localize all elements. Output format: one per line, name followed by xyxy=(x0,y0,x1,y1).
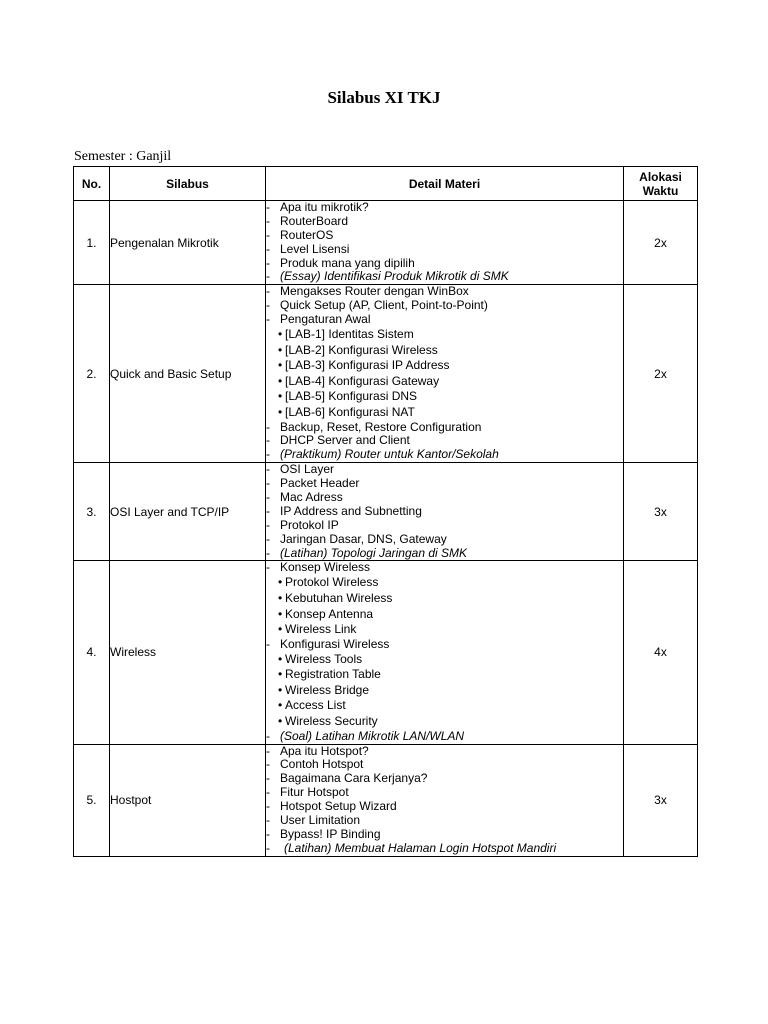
detail-item xyxy=(266,814,623,828)
detail-item-text: Protokol IP xyxy=(280,517,339,532)
semester-label: Semester : Ganjil xyxy=(74,149,172,164)
detail-item-text: Bagaimana Cara Kerjanya? xyxy=(280,771,428,786)
detail-item-text: Produk mana yang dipilih xyxy=(280,255,415,270)
detail-subitem-text: [LAB-6] Konfigurasi NAT xyxy=(285,404,415,419)
detail-subitem-text: [LAB-1] Identitas Sistem xyxy=(285,327,414,342)
detail-item xyxy=(266,215,623,229)
row-alokasi-waktu: 4x xyxy=(624,561,698,744)
detail-item xyxy=(266,229,623,243)
detail-subitem xyxy=(266,343,623,359)
detail-item xyxy=(266,842,623,856)
dash-marker: - xyxy=(266,785,270,800)
dash-marker: - xyxy=(266,771,270,786)
row-number: 3. xyxy=(74,463,110,561)
dash-marker: - xyxy=(266,757,270,772)
detail-item-text: Konfigurasi Wireless xyxy=(280,636,390,651)
detail-item xyxy=(266,758,623,772)
detail-item-text: Fitur Hotspot xyxy=(280,785,349,800)
bullet-icon: • xyxy=(278,358,283,373)
detail-item-text: RouterBoard xyxy=(280,213,349,228)
bullet-icon: • xyxy=(278,373,283,388)
detail-item xyxy=(266,243,623,257)
detail-item xyxy=(266,533,623,547)
detail-item-text: (Essay) Identifikasi Produk Mikrotik di SMK xyxy=(280,269,509,284)
dash-marker: - xyxy=(266,531,270,546)
detail-item xyxy=(266,561,623,575)
row-alokasi-waktu: 2x xyxy=(624,201,698,285)
detail-item-text: Pengaturan Awal xyxy=(280,312,371,327)
row-detail-materi xyxy=(266,285,624,463)
bullet-icon: • xyxy=(278,590,283,605)
row-number: 4. xyxy=(74,561,110,744)
dash-marker: - xyxy=(266,728,270,743)
bullet-icon: • xyxy=(278,389,283,404)
detail-subitem-text: Konsep Antenna xyxy=(285,606,374,621)
detail-item-text: RouterOS xyxy=(280,227,334,242)
row-silabus: OSI Layer and TCP/IP xyxy=(110,463,266,561)
table-row xyxy=(74,744,698,856)
dash-marker: - xyxy=(266,799,270,814)
bullet-icon: • xyxy=(278,575,283,590)
detail-item-text: Contoh Hotspot xyxy=(280,757,364,772)
dash-marker: - xyxy=(266,312,270,327)
detail-subitem-text: [LAB-4] Konfigurasi Gateway xyxy=(285,373,440,388)
detail-subitem xyxy=(266,591,623,607)
detail-subitem-text: [LAB-2] Konfigurasi Wireless xyxy=(285,342,438,357)
detail-item-text: User Limitation xyxy=(280,812,361,827)
detail-subitem-text: Wireless Link xyxy=(285,622,357,637)
detail-item xyxy=(266,477,623,491)
detail-item-text: Mengakses Router dengan WinBox xyxy=(280,284,469,299)
dash-marker: - xyxy=(266,227,270,242)
detail-item-text: Hotspot Setup Wizard xyxy=(280,799,397,814)
row-detail-materi xyxy=(266,561,624,744)
table-row xyxy=(74,463,698,561)
detail-item xyxy=(266,772,623,786)
detail-item xyxy=(266,745,623,759)
row-detail-materi xyxy=(266,463,624,561)
dash-marker: - xyxy=(266,636,270,651)
detail-item xyxy=(266,448,623,462)
dash-marker: - xyxy=(266,812,270,827)
detail-subitem xyxy=(266,622,623,638)
syllabus-table xyxy=(73,166,698,857)
detail-item-text: IP Address and Subnetting xyxy=(280,503,422,518)
dash-marker: - xyxy=(266,840,270,855)
dash-marker: - xyxy=(266,447,270,462)
detail-item-text: Backup, Reset, Restore Configuration xyxy=(280,419,482,434)
detail-item-text: DHCP Server and Client xyxy=(280,433,410,448)
detail-subitem-text: [LAB-3] Konfigurasi IP Address xyxy=(285,358,450,373)
detail-item-text: (Soal) Latihan Mikrotik LAN/WLAN xyxy=(280,728,465,743)
table-row xyxy=(74,561,698,744)
dash-marker: - xyxy=(266,826,270,841)
detail-item xyxy=(266,505,623,519)
row-alokasi-waktu: 3x xyxy=(624,744,698,856)
detail-subitem-text: Wireless Tools xyxy=(285,651,363,666)
detail-subitem-text: Kebutuhan Wireless xyxy=(285,590,393,605)
detail-item xyxy=(266,519,623,533)
detail-item-text: Level Lisensi xyxy=(280,241,350,256)
detail-item-text: OSI Layer xyxy=(280,462,335,477)
table-row xyxy=(74,285,698,463)
dash-marker: - xyxy=(266,433,270,448)
detail-item-text: Packet Header xyxy=(280,476,360,491)
row-silabus: Hostpot xyxy=(110,744,266,856)
dash-marker: - xyxy=(266,213,270,228)
detail-item xyxy=(266,313,623,327)
detail-subitem xyxy=(266,358,623,374)
bullet-icon: • xyxy=(278,698,283,713)
header-silabus: Silabus xyxy=(110,167,266,201)
detail-item xyxy=(266,421,623,435)
dash-marker: - xyxy=(266,284,270,299)
bullet-icon: • xyxy=(278,622,283,637)
dash-marker: - xyxy=(266,545,270,560)
detail-subitem-text: Registration Table xyxy=(285,667,381,682)
bullet-icon: • xyxy=(278,651,283,666)
dash-marker: - xyxy=(266,241,270,256)
header-alokasi-line1: Alokasi xyxy=(639,169,682,184)
detail-item xyxy=(266,638,623,652)
detail-subitem xyxy=(266,714,623,730)
detail-item-text: Apa itu Hotspot? xyxy=(280,743,369,758)
header-alokasi-line2: Waktu xyxy=(642,183,679,198)
dash-marker: - xyxy=(266,462,270,477)
detail-subitem xyxy=(266,405,623,421)
detail-item-text: Jaringan Dasar, DNS, Gateway xyxy=(280,531,447,546)
row-number: 1. xyxy=(74,201,110,285)
detail-item xyxy=(266,730,623,744)
detail-subitem xyxy=(266,327,623,343)
detail-item-text: Konsep Wireless xyxy=(280,560,371,575)
row-alokasi-waktu: 3x xyxy=(624,463,698,561)
dash-marker: - xyxy=(266,255,270,270)
detail-subitem-text: Access List xyxy=(285,698,346,713)
detail-item xyxy=(266,547,623,561)
document-title: Silabus XI TKJ xyxy=(327,88,441,107)
header-detail-materi: Detail Materi xyxy=(266,167,624,201)
detail-item xyxy=(266,800,623,814)
detail-subitem-text: Wireless Security xyxy=(285,714,378,729)
bullet-icon: • xyxy=(278,404,283,419)
detail-subitem xyxy=(266,389,623,405)
row-detail-materi xyxy=(266,744,624,856)
detail-subitem xyxy=(266,575,623,591)
detail-item xyxy=(266,257,623,271)
dash-marker: - xyxy=(266,476,270,491)
bullet-icon: • xyxy=(278,682,283,697)
dash-marker: - xyxy=(266,269,270,284)
table-body xyxy=(74,201,698,857)
dash-marker: - xyxy=(266,560,270,575)
bullet-icon: • xyxy=(278,714,283,729)
row-alokasi-waktu: 2x xyxy=(624,285,698,463)
detail-item xyxy=(266,201,623,215)
detail-item-text: Apa itu mikrotik? xyxy=(280,200,369,214)
row-number: 2. xyxy=(74,285,110,463)
detail-item-text: (Latihan) Topologi Jaringan di SMK xyxy=(280,545,468,560)
dash-marker: - xyxy=(266,200,270,214)
detail-item-text: (Praktikum) Router untuk Kantor/Sekolah xyxy=(280,447,499,462)
detail-item xyxy=(266,270,623,284)
header-no: No. xyxy=(74,167,110,201)
dash-marker: - xyxy=(266,743,270,758)
detail-item xyxy=(266,786,623,800)
detail-item xyxy=(266,299,623,313)
detail-subitem xyxy=(266,683,623,699)
dash-marker: - xyxy=(266,503,270,518)
bullet-icon: • xyxy=(278,327,283,342)
dash-marker: - xyxy=(266,298,270,313)
detail-item xyxy=(266,434,623,448)
detail-subitem-text: [LAB-5] Konfigurasi DNS xyxy=(285,389,418,404)
detail-item-text: Bypass! IP Binding xyxy=(280,826,381,841)
detail-item xyxy=(266,491,623,505)
detail-item-text: Mac Adress xyxy=(280,490,343,505)
row-detail-materi xyxy=(266,201,624,285)
detail-subitem xyxy=(266,607,623,623)
table-row xyxy=(74,201,698,285)
detail-subitem xyxy=(266,667,623,683)
dash-marker: - xyxy=(266,517,270,532)
bullet-icon: • xyxy=(278,606,283,621)
bullet-icon: • xyxy=(278,342,283,357)
detail-item-text: Quick Setup (AP, Client, Point-to-Point) xyxy=(280,298,488,313)
detail-item xyxy=(266,463,623,477)
row-silabus: Pengenalan Mikrotik xyxy=(110,201,266,285)
detail-subitem xyxy=(266,698,623,714)
detail-item xyxy=(266,285,623,299)
detail-item xyxy=(266,828,623,842)
dash-marker: - xyxy=(266,419,270,434)
header-alokasi-waktu xyxy=(624,167,698,201)
table-header-row xyxy=(74,167,698,201)
row-silabus: Wireless xyxy=(110,561,266,744)
dash-marker: - xyxy=(266,490,270,505)
detail-subitem xyxy=(266,374,623,390)
detail-subitem-text: Wireless Bridge xyxy=(285,682,370,697)
row-number: 5. xyxy=(74,744,110,856)
detail-subitem xyxy=(266,652,623,668)
detail-subitem-text: Protokol Wireless xyxy=(285,575,379,590)
row-silabus: Quick and Basic Setup xyxy=(110,285,266,463)
detail-item-text: (Latihan) Membuat Halaman Login Hotspot Mandiri xyxy=(284,840,557,855)
bullet-icon: • xyxy=(278,667,283,682)
